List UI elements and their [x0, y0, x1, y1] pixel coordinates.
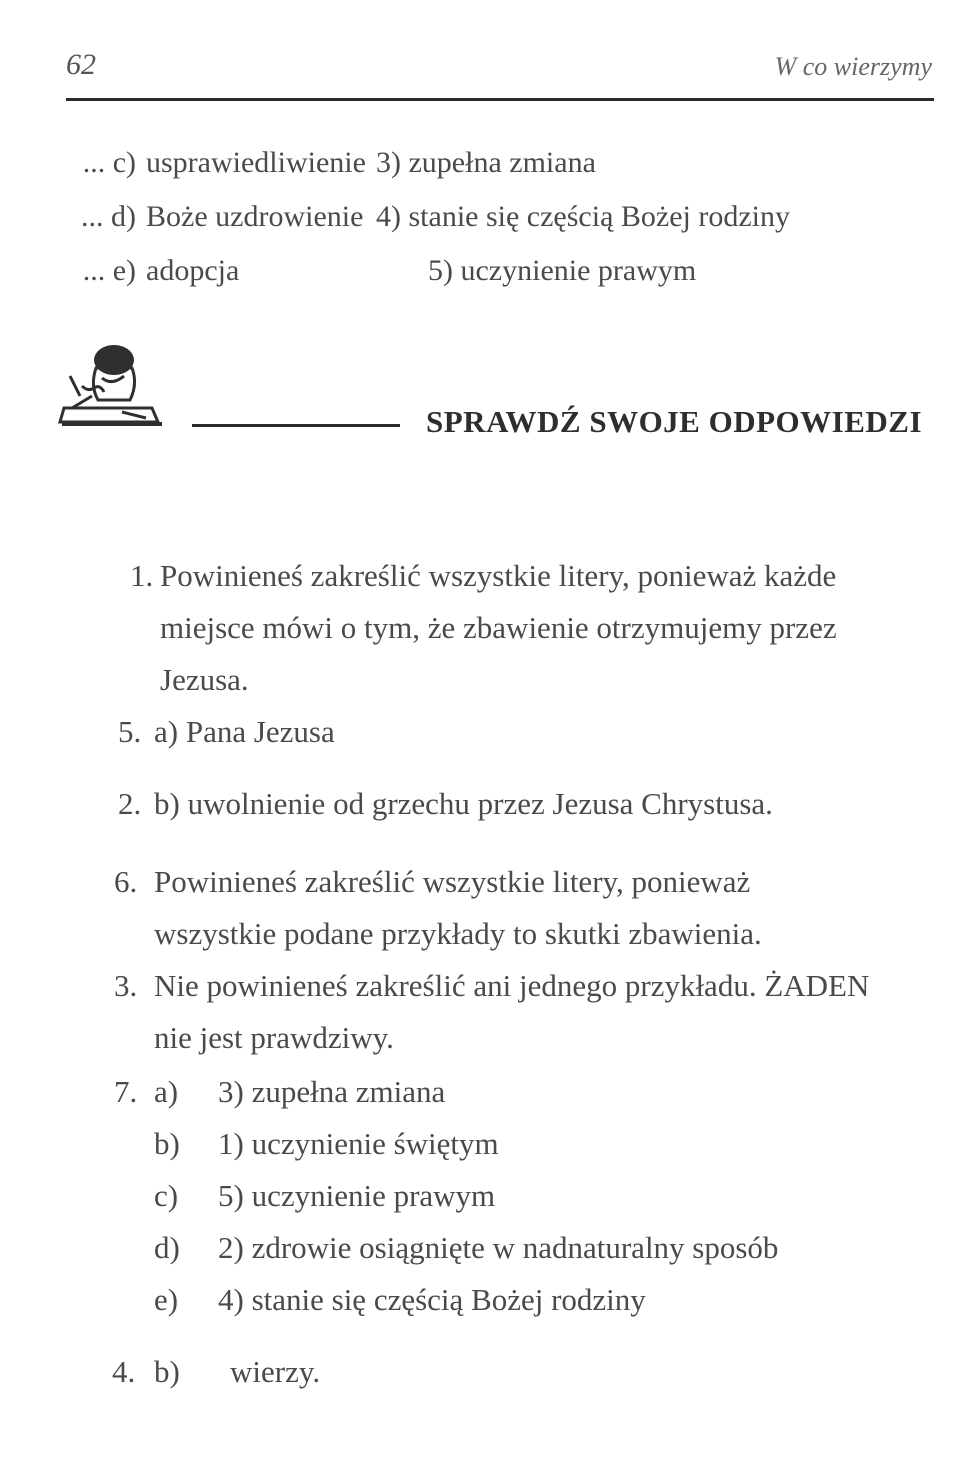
matching-lead: ... d): [81, 200, 136, 233]
answer-row: c) 5) uczynienie prawym: [154, 1178, 496, 1213]
answer-row: d) 2) zdrowie osiągnięte w nadnaturalny sposób: [154, 1230, 779, 1265]
answer-row: b) 1) uczynienie świętym: [154, 1126, 499, 1161]
answer-line: wierzy.: [230, 1354, 321, 1389]
matching-definition: 4) stanie się częścią Bożej rodziny: [376, 200, 790, 233]
answer-number: 4.: [112, 1354, 136, 1389]
answer-line: Jezusa.: [160, 662, 249, 697]
matching-row: [60, 146, 596, 180]
page-number: 62: [66, 48, 96, 81]
answer-number: 3.: [114, 968, 138, 1003]
answer-line: miejsce mówi o tym, że zbawienie otrzymujemy przez: [160, 610, 837, 645]
answer-number: 5.: [118, 714, 142, 749]
matching-definition: 5) uczynienie prawym: [428, 254, 697, 287]
answer-line: wszystkie podane przykłady to skutki zbawienia.: [154, 916, 762, 951]
student-writing-icon: [52, 338, 170, 432]
running-header-title: W co wierzymy: [774, 52, 932, 81]
answer-line: Powinieneś zakreślić wszystkie litery, ponieważ każde: [160, 558, 837, 593]
answer-line: Nie powinieneś zakreślić ani jednego przykładu. ŻADEN: [154, 968, 870, 1003]
answer-row: e) 4) stanie się częścią Bożej rodziny: [154, 1282, 646, 1317]
matching-term: Boże uzdrowienie: [146, 200, 364, 233]
answer-number: 2.: [118, 786, 142, 821]
answer-line: a) Pana Jezusa: [154, 714, 335, 749]
matching-row: [60, 254, 696, 288]
answer-number: 7.: [114, 1074, 138, 1109]
answer-line: Powinieneś zakreślić wszystkie litery, ponieważ: [154, 864, 751, 899]
matching-term: adopcja: [146, 254, 240, 287]
section-title: SPRAWDŹ SWOJE ODPOWIEDZI: [426, 404, 923, 439]
answer-line: nie jest prawdziwy.: [154, 1020, 394, 1055]
matching-term: usprawiedliwienie: [146, 146, 366, 179]
answer-number: 1.: [130, 558, 154, 593]
section-rule: [192, 424, 400, 427]
answer-row: a) 3) zupełna zmiana: [154, 1074, 446, 1109]
matching-lead: ... c): [82, 146, 136, 179]
matching-definition: 3) zupełna zmiana: [376, 146, 596, 179]
header-rule: [66, 98, 934, 101]
answer-letter: b): [154, 1354, 180, 1389]
answer-line: b) uwolnienie od grzechu przez Jezusa Chrystusa.: [154, 786, 773, 821]
answer-number: 6.: [114, 864, 138, 899]
matching-row: [60, 200, 790, 234]
matching-lead: ... e): [82, 254, 136, 287]
